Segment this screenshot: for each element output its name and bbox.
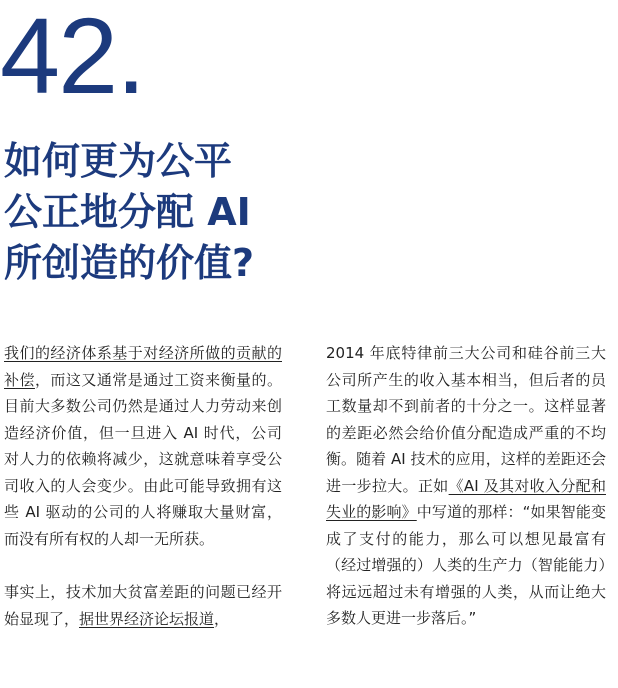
chapter-title-line: 所创造的价值? <box>4 241 255 285</box>
paragraph-text: ， <box>214 609 230 628</box>
chapter-title-line: 公正地分配 AI <box>4 190 251 234</box>
left-text-column <box>4 340 282 659</box>
ai-income-distribution-link[interactable]: 《AI 及其对收入分配和失业的影响》 <box>326 476 606 521</box>
chapter-title <box>4 136 334 289</box>
contribution-compensation-link[interactable]: 我们的经济体系基于对经济所做的贡献的补偿 <box>4 344 282 389</box>
paragraph-text: 2014 年底特律前三大公司和硅谷前三大公司所产生的收入基本相当，但后者的员工数量却不到前者的十分之一。这样显著的差距必然会给价值分配造成严重的不均衡。随着 AI 技术的应用，这样的差距还会进一步拉大。正如 <box>326 344 606 495</box>
right-text-column <box>326 340 606 659</box>
chapter-title-line: 如何更为公平 <box>4 139 233 183</box>
paragraph-text: 事实上，技术加大贫富差距的问题已经开始显现了， <box>4 583 282 628</box>
world-economic-forum-link[interactable]: 据世界经济论坛报道 <box>79 609 215 628</box>
paragraph-text: ，而这又通常是通过工资来衡量的。目前大多数公司仍然是通过人力劳动来创造经济价值，但一旦进入 AI 时代，公司对人力的依赖将减少，这就意味着享受公司收入的人会变少。由此可能导致拥有这些 AI 驱动的公司的人将赚取大量财富，而没有所有权的人却一无所获。 <box>4 370 282 548</box>
chapter-number: 42. <box>0 0 145 116</box>
paragraph <box>4 340 282 552</box>
paragraph <box>4 579 282 632</box>
paragraph-text: 中写道的那样： <box>416 503 523 521</box>
quotation: “如果智能变成了支付的能力，那么可以想见最富有（经过增强的）人类的生产力（智能能力）将远远超过未有增强的人类，从而让绝大多数人更进一步落后。” <box>326 503 606 627</box>
paragraph <box>326 340 606 632</box>
